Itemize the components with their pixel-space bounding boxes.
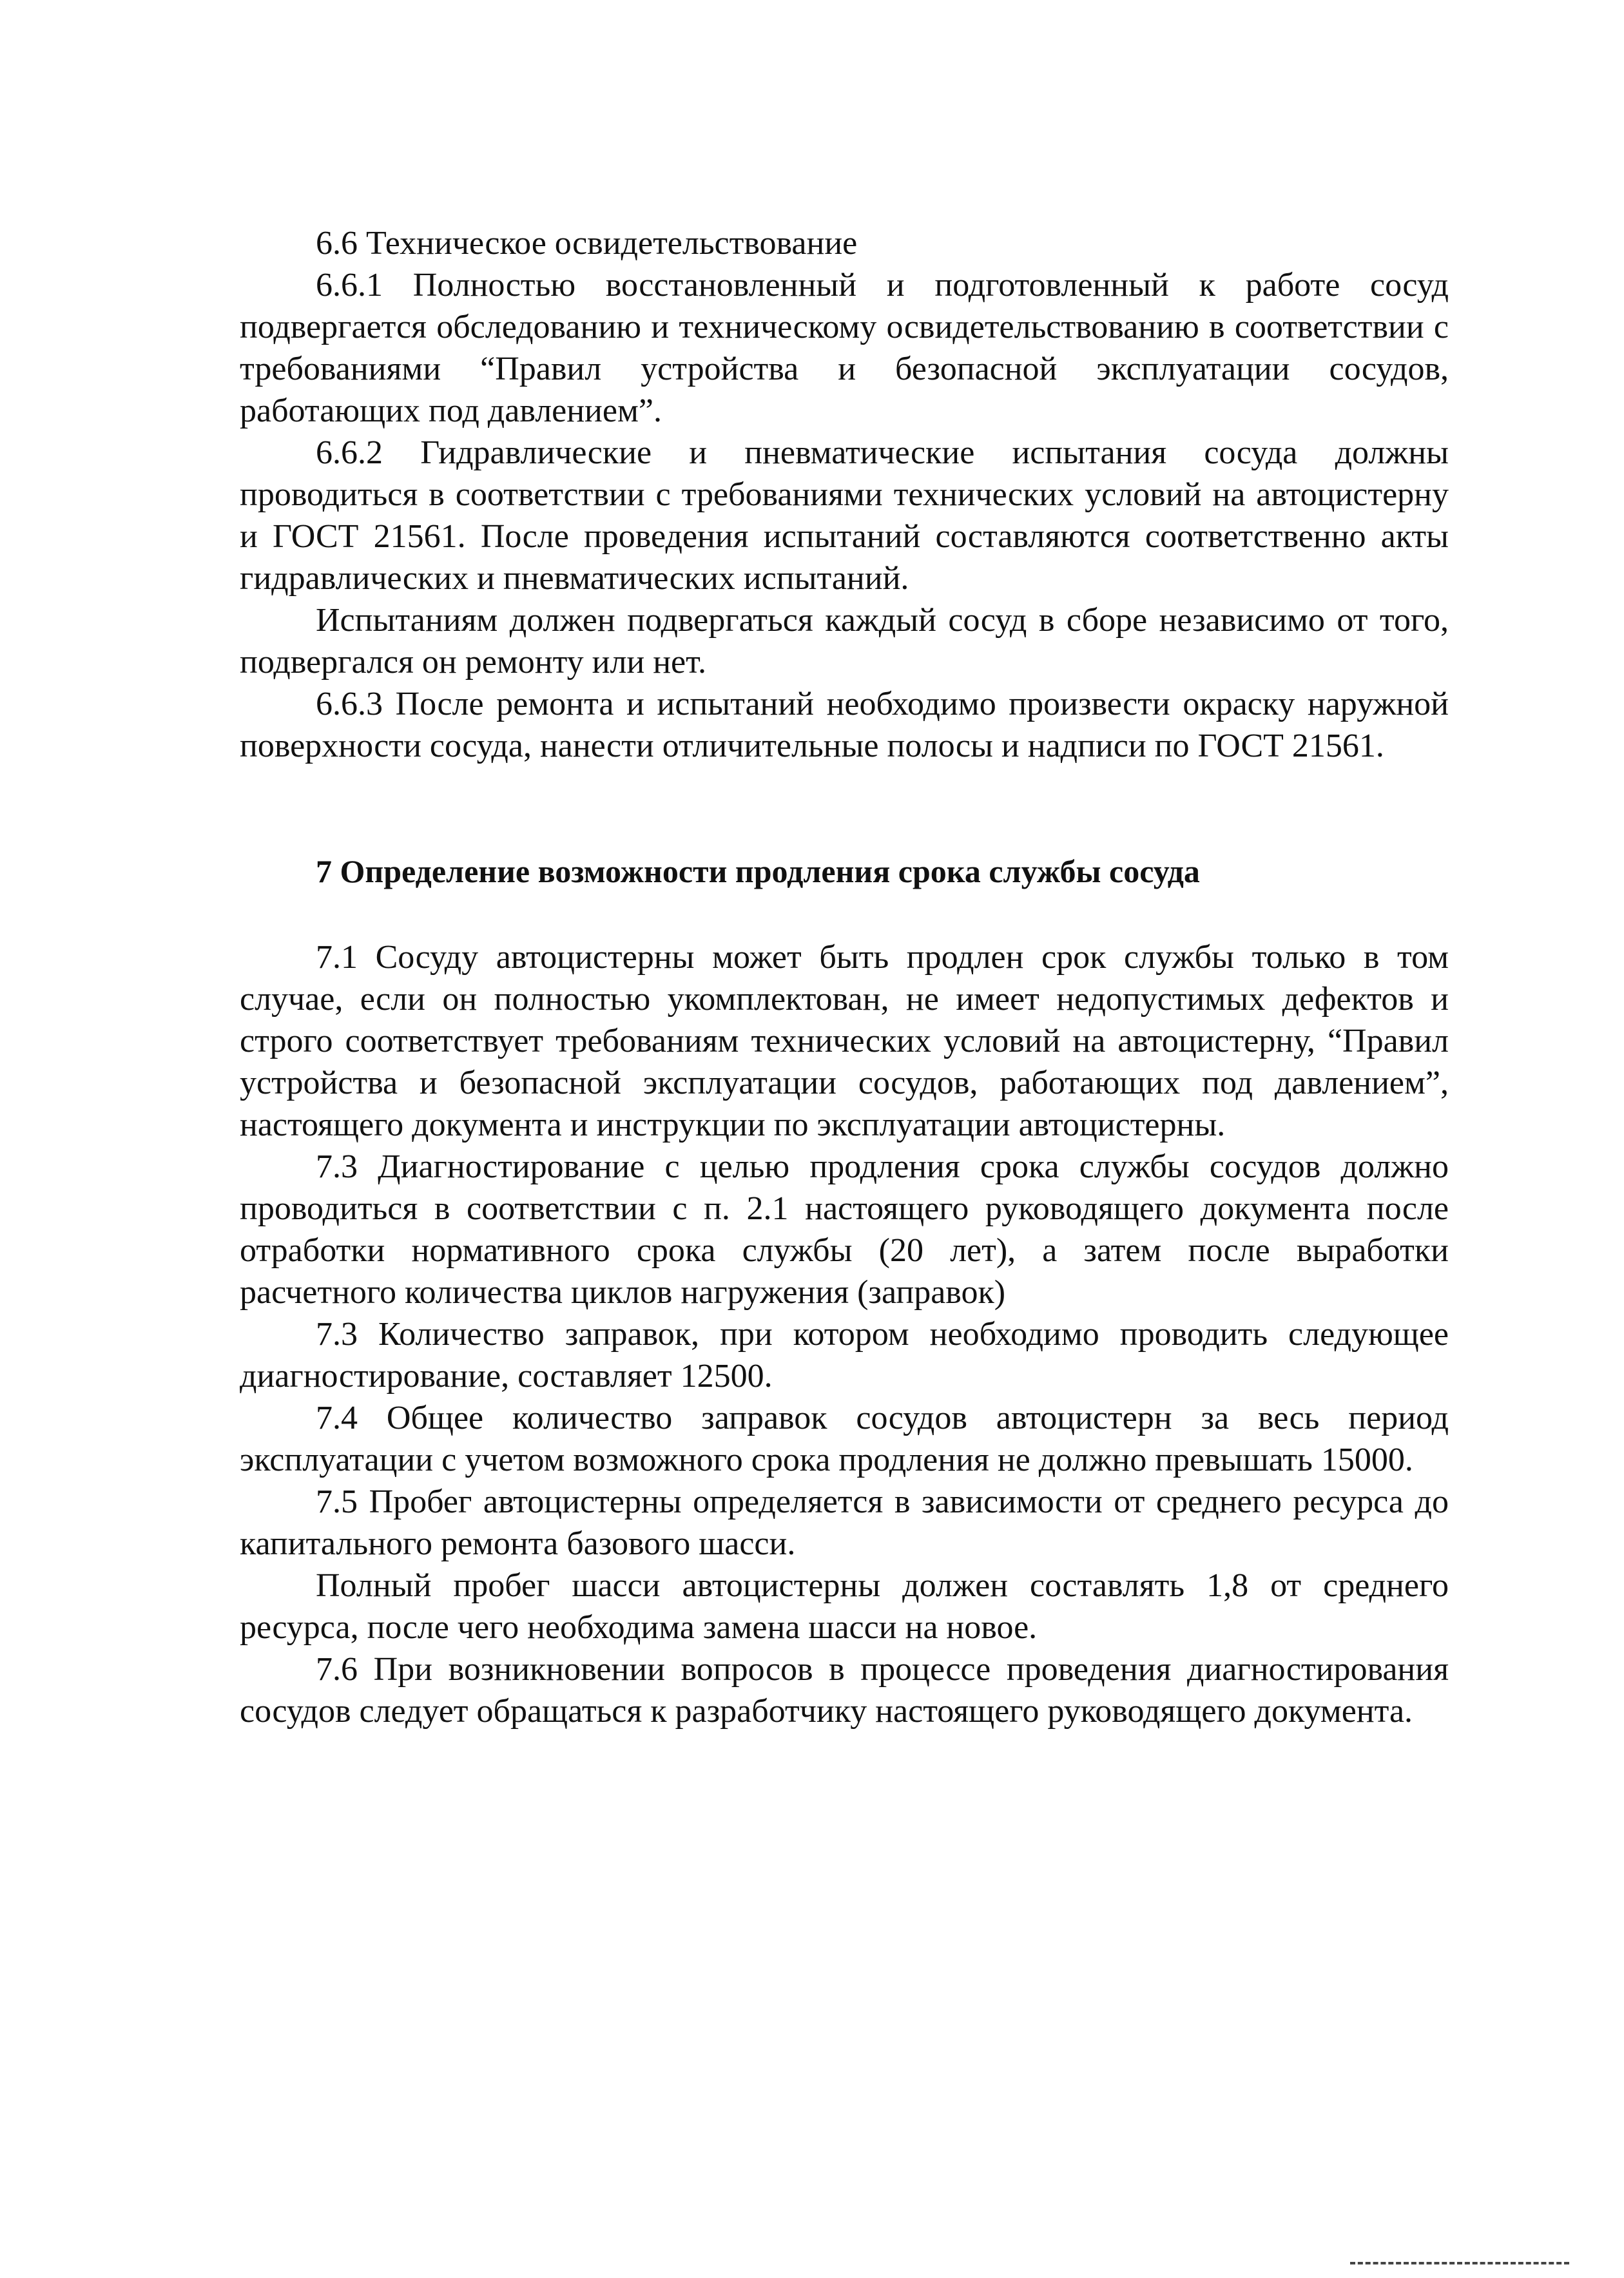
- paragraph-7-4: 7.4 Общее количество заправок сосудов автоцистерн за весь период эксплуатации с учетом возможного срока продления не должно превышать 15000.: [240, 1400, 1449, 1478]
- paragraph-6-6-1: 6.6.1 Полностью восстановленный и подготовленный к работе сосуд подвергается обследованию и техническому освидетельствованию в соответствии с требованиями “Правил устройства и безопасной эксплуатации сосудов, работающих под давлением”.: [240, 267, 1449, 429]
- paragraph-7-1: 7.1 Сосуду автоцистерны может быть продлен срок службы только в том случае, если он полностью укомплектован, не имеет недопустимых дефектов и строго соответствует требованиям технических условий на автоцистерну, “Правил устройства и безопасной эксплуатации сосудов, работающих под давлением”, настоящего документа и инструкции по эксплуатации автоцистерны.: [240, 939, 1449, 1143]
- spacer: [240, 893, 1449, 936]
- paragraph-6-6-2: 6.6.2 Гидравлические и пневматические испытания сосуда должны проводиться в соответствии с требованиями технических условий на автоцистерну и ГОСТ 21561. После проведения испытаний составляются соответственно акты гидравлических и пневматических испытаний.: [240, 434, 1449, 597]
- paragraph-7-5: 7.5 Пробег автоцистерны определяется в зависимости от среднего ресурса до капитального ремонта базового шасси.: [240, 1483, 1449, 1562]
- paragraph-mileage: Полный пробег шасси автоцистерны должен составлять 1,8 от среднего ресурса, после чего необходима замена шасси на новое.: [240, 1567, 1449, 1646]
- spacer: [240, 767, 1449, 851]
- document-body: [240, 222, 1449, 1732]
- scan-edge-mark: [1350, 2262, 1569, 2268]
- section-7-heading: 7 Определение возможности продления срока службы сосуда: [316, 853, 1200, 889]
- paragraph-7-3-refills: 7.3 Количество заправок, при котором необходимо проводить следующее диагностирование, составляет 12500.: [240, 1316, 1449, 1395]
- section-6-6-title: 6.6 Техническое освидетельствование: [316, 225, 858, 262]
- paragraph-6-6-3: 6.6.3 После ремонта и испытаний необходимо произвести окраску наружной поверхности сосуда, нанести отличительные полосы и надписи по ГОСТ 21561.: [240, 686, 1449, 764]
- paragraph-7-6: 7.6 При возникновении вопросов в процессе проведения диагностирования сосудов следует обращаться к разработчику настоящего руководящего документа.: [240, 1651, 1449, 1730]
- paragraph-tests: Испытаниям должен подвергаться каждый сосуд в сборе независимо от того, подвергался он ремонту или нет.: [240, 602, 1449, 681]
- paragraph-7-3-diagnostics: 7.3 Диагностирование с целью продления срока службы сосудов должно проводиться в соответствии с п. 2.1 настоящего руководящего документа после отработки нормативного срока службы (20 лет), а затем после выработки расчетного количества циклов нагружения (заправок): [240, 1148, 1449, 1311]
